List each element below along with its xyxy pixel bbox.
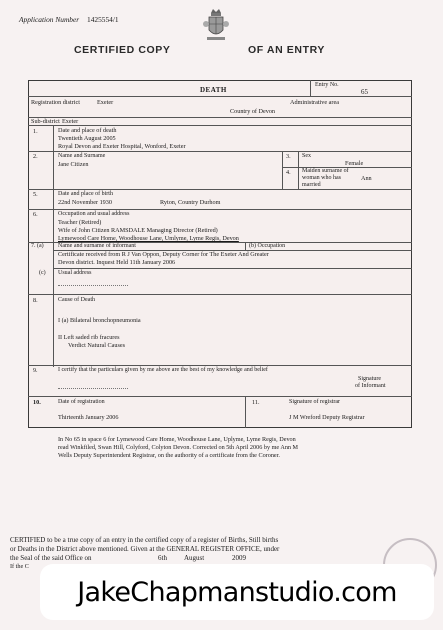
field-9-number: 9. [33,368,38,374]
field-7c-label: Usual address [58,270,92,276]
application-number-label: Application Number [19,15,80,24]
informant-signature-label: Signature [358,376,381,382]
field-7b-label: (b) Occupation [249,243,286,249]
certification-line-4: If the C [10,563,29,570]
field-7-number: 7. (a) [31,243,44,249]
registration-district-label: Registration district [31,99,80,106]
field-2-label: Name and Surname [58,153,106,159]
administrative-area: Country of Devon [230,108,276,115]
application-number: 1425554/1 [87,15,119,24]
informant-line-1: Certificate received from R J Van Oppon, Deputy Corner for The Exeter And Greater [58,251,269,258]
cause-of-death-2: II Left saded rib fracures [58,334,120,341]
occupation: Teacher (Retired) [58,219,102,226]
correction-note-line-1: In No 65 in space 6 for Lymewood Care Home, Woodhouse Lane, Uplyme, Lyme Regis, Devon [58,436,296,443]
sub-district-label: Sub-district [31,118,60,125]
entry-no-label: Entry No. [315,82,339,88]
field-5-label: Date and place of birth [58,191,113,197]
field-1-label: Date and place of death [58,127,117,134]
deceased-name: Jane Citizen [58,161,89,168]
field-4-number: 4. [286,169,291,176]
cause-of-death-1a: I (a) Bilateral bronchopneumonia [58,317,141,324]
usual-address-line [58,285,128,286]
registrar-signature: J M Wreford Deputy Registrar [289,414,365,421]
sex: Female [345,160,364,167]
field-3-label: Sex [302,153,311,159]
field-5-number: 5. [33,191,38,198]
correction-note-line-3: Wells Deputy Superintendent Registrar, on the authority of a certificate from the Coroner. [58,452,280,459]
place-of-death: Royal Devon and Exeter Hospital, Wonford, Exeter [58,143,186,150]
sub-district: Exeter [62,118,79,125]
field-6-label: Occupation and usual address [58,211,130,217]
informant-declaration: I certify that the particulars given by me above are the best of my knowledge and belief [58,367,268,373]
occupation-detail: Wife of John Citizen RAMSDALE Managing Director (Retired) [58,227,218,234]
field-11-number: 11. [252,399,260,406]
watermark-banner [40,564,434,620]
date-of-birth: 22nd November 1930 [58,199,112,206]
field-6-number: 6. [33,211,38,218]
title-certified-copy: CERTIFIED COPY [74,44,171,56]
verdict: Verdict Natural Causes [68,342,126,349]
informant-line-2: Devon district. Inquest Held 11th January 2006 [58,259,176,266]
entry-type: DEATH [200,86,227,94]
certification-month: August [184,554,205,562]
field-2-number: 2. [33,153,38,160]
royal-crest-icon [202,8,230,42]
field-8-number: 8. [33,297,38,304]
field-1-number: 1. [33,128,38,135]
field-11-label: Signature of registrar [289,399,340,405]
certification-year: 2009 [232,554,246,562]
certification-line-2: or Deaths in the District above mentioned. Given at the GENERAL REGISTER OFFICE, under [10,545,280,553]
entry-no: 65 [361,88,368,96]
date-of-registration: Thirteenth January 2006 [58,414,119,421]
field-8-label: Cause of Death [58,297,95,303]
certification-day: 6th [158,554,167,562]
usual-address: Lymewood Care Home, Woodhouse Lane, Umlyme, Lyme Regis, Devon [58,235,239,242]
field-4-label: Maiden surname of woman who has married [302,168,349,188]
date-of-death: Twentieth August 2005 [58,135,116,142]
registration-district: Exeter [97,99,114,106]
field-7c-number: (c) [39,270,46,276]
certification-line-3: the Seal of the said Office on [10,554,92,562]
title-of-an-entry: OF AN ENTRY [248,44,325,56]
place-of-birth: Ryton, Country Durhom [160,199,221,206]
field-3-number: 3. [286,153,291,160]
field-7-label: Name and surname of informant [58,243,136,249]
maiden-surname: Ann [361,175,372,182]
correction-note-line-2: read Winkfiled, Swan Hill, Colyford, Colyton Devon. Corrected on 5th April 2006 by me Ann M [58,444,299,451]
field-10-number: 10. [33,399,41,406]
field-10-label: Date of registration [58,399,105,405]
watermark-text: JakeChapmanstudio.com [77,576,397,608]
informant-signature-line [58,388,128,389]
administrative-area-label: Administrative area [290,99,339,106]
certification-line-1: CERTIFIED to be a true copy of an entry in the certified copy of a register of Births, Still births [10,536,279,544]
informant-signature-label-2: of Informant [355,383,386,389]
